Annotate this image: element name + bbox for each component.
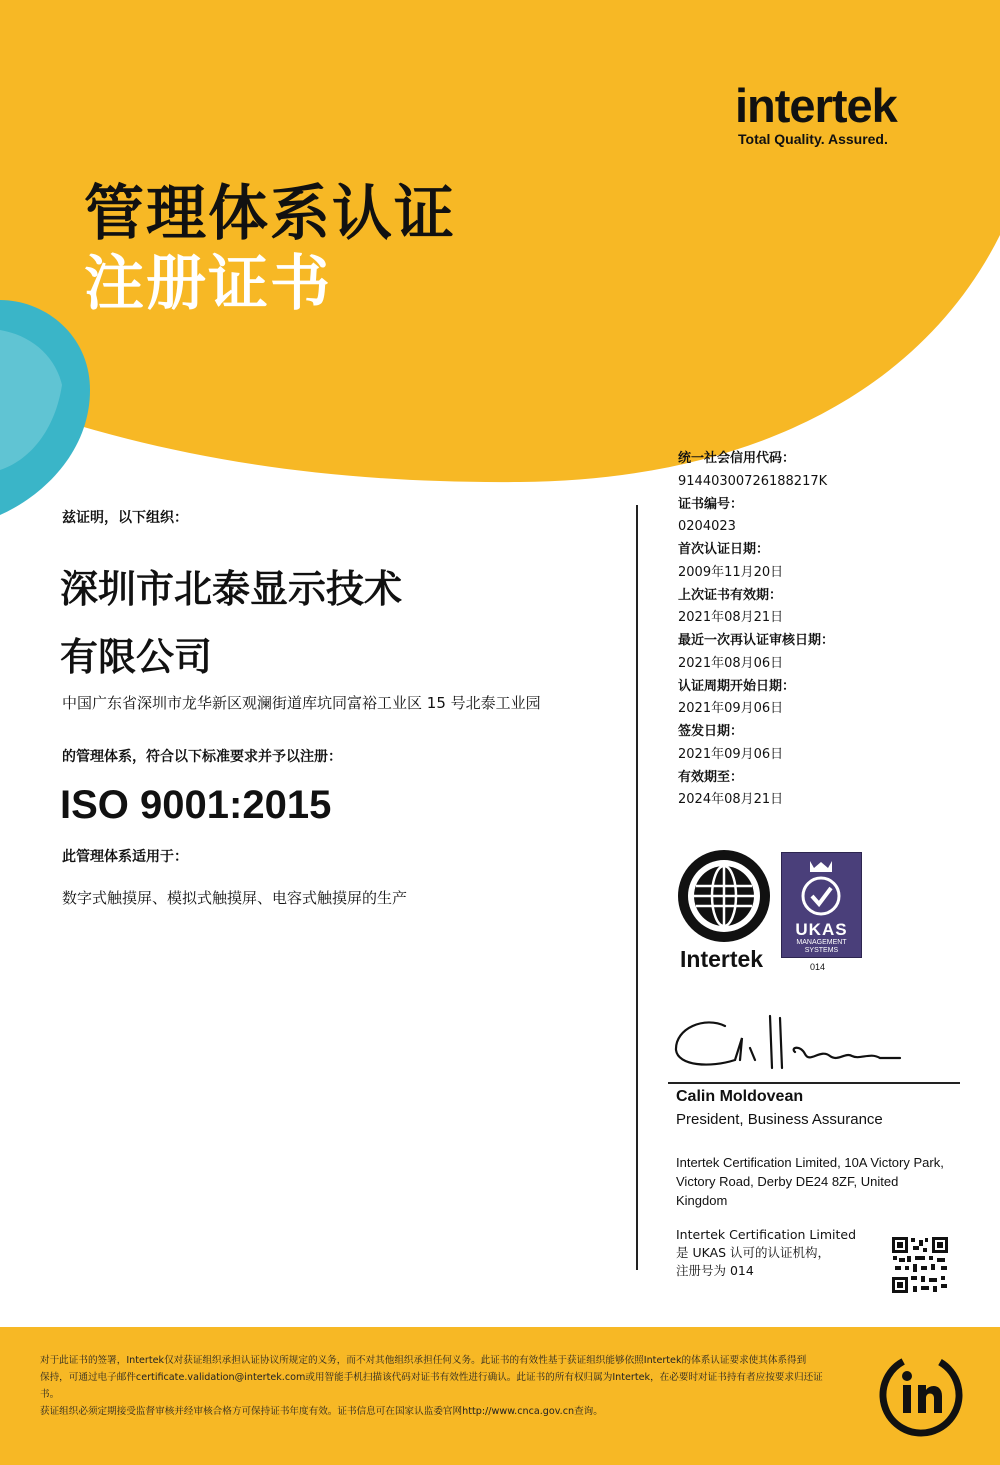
signatory-name: Calin Moldovean: [676, 1088, 804, 1105]
ukas-sublabel-line2: SYSTEMS: [804, 947, 839, 954]
accreditation-note: [676, 1226, 896, 1280]
handwritten-signature: [670, 1008, 910, 1080]
info-label: 上次证书有效期：: [678, 587, 783, 603]
footer-line: 保持，可通过电子邮件certificate.validation@intertek.com或用智能手机扫描该代码对证书有效性进行确认。此证书的所有权归属为Intertek，在必要时对证书持有者应按要求归还证: [40, 1372, 823, 1383]
certificate-subtitle: 注册证书: [84, 249, 332, 319]
ukas-label: UKAS: [795, 920, 848, 939]
intertek-logo: intertek: [735, 79, 897, 132]
issuing-office-address: Intertek Certification Limited, 10A Victory Park, Victory Road, Derby DE24 8ZF, United Kingdom: [676, 1155, 944, 1208]
info-label: 首次认证日期：: [678, 542, 770, 557]
scope-label: 此管理体系适用于：: [62, 849, 188, 865]
organization-address: 中国广东省深圳市龙华新区观澜街道库坑同富裕工业区 15 号北泰工业园: [62, 694, 541, 712]
info-label: 最近一次再认证审核日期：: [678, 633, 835, 648]
organization-name-line1: 深圳市北泰显示技术: [60, 567, 403, 611]
certificate-title: 管理体系认证: [84, 179, 456, 249]
info-label: 统一社会信用代码：: [678, 451, 796, 466]
accreditation-line3: 注册号为 014: [676, 1263, 754, 1278]
organization-name-line2: 有限公司: [60, 635, 213, 679]
intertek-wordmark: Intertek: [680, 946, 764, 972]
certificate-info-list: [678, 448, 978, 812]
info-value: 0204023: [678, 519, 736, 535]
info-value: 2024年08月21日: [678, 792, 784, 808]
footer-disclaimer: [40, 1352, 860, 1420]
iso-certification-mark-icon: [676, 848, 776, 948]
column-divider: [636, 505, 638, 1270]
footer-line: 获证组织必须定期接受监督审核并经审核合格方可保持证书年度有效。证书信息可在国家认监委官网http://www.cnca.gov.cn查询。: [40, 1406, 603, 1417]
ukas-accreditation-mark: [781, 852, 862, 958]
signature-line: [668, 1082, 960, 1084]
info-value: 2009年11月20日: [678, 564, 784, 580]
ukas-number: 014: [810, 962, 826, 972]
qr-code-icon[interactable]: [891, 1236, 949, 1294]
footer-line: 书。: [40, 1389, 60, 1400]
intertek-in-logo-icon: [878, 1352, 964, 1438]
logo-tagline: Total Quality. Assured.: [738, 131, 888, 147]
accreditation-line2: 是 UKAS 认可的认证机构，: [676, 1245, 831, 1260]
info-value: 2021年08月21日: [678, 610, 784, 626]
signatory-title: President, Business Assurance: [676, 1111, 883, 1128]
footer-line: 对于此证书的签署，Intertek仅对获证组织承担认证协议所规定的义务，而不对其他组织承担任何义务。此证书的有效性基于获证组织能够依照Intertek的体系认证要求使其体系得到: [40, 1355, 807, 1366]
info-label: 签发日期：: [678, 724, 744, 739]
ukas-sublabel: [782, 939, 861, 955]
ukas-sublabel-line1: MANAGEMENT: [796, 939, 847, 946]
info-label: 证书编号：: [678, 496, 744, 512]
accreditation-line1: Intertek Certification Limited: [676, 1227, 857, 1242]
crown-check-icon: [796, 859, 846, 917]
info-label: 有效期至：: [678, 769, 744, 785]
info-value: 2021年08月06日: [678, 655, 784, 671]
info-value: 91440300726188217K: [678, 473, 828, 489]
info-value: 2021年09月06日: [678, 746, 784, 762]
conformance-statement: 的管理体系，符合以下标准要求并予以注册：: [62, 749, 342, 765]
standard-code: ISO 9001:2015: [60, 783, 332, 827]
scope-text: 数字式触摸屏、模拟式触摸屏、电容式触摸屏的生产: [62, 889, 408, 907]
info-value: 2021年09月06日: [678, 701, 784, 717]
intro-text: 兹证明，以下组织：: [62, 510, 188, 526]
info-label: 认证周期开始日期：: [678, 678, 796, 694]
